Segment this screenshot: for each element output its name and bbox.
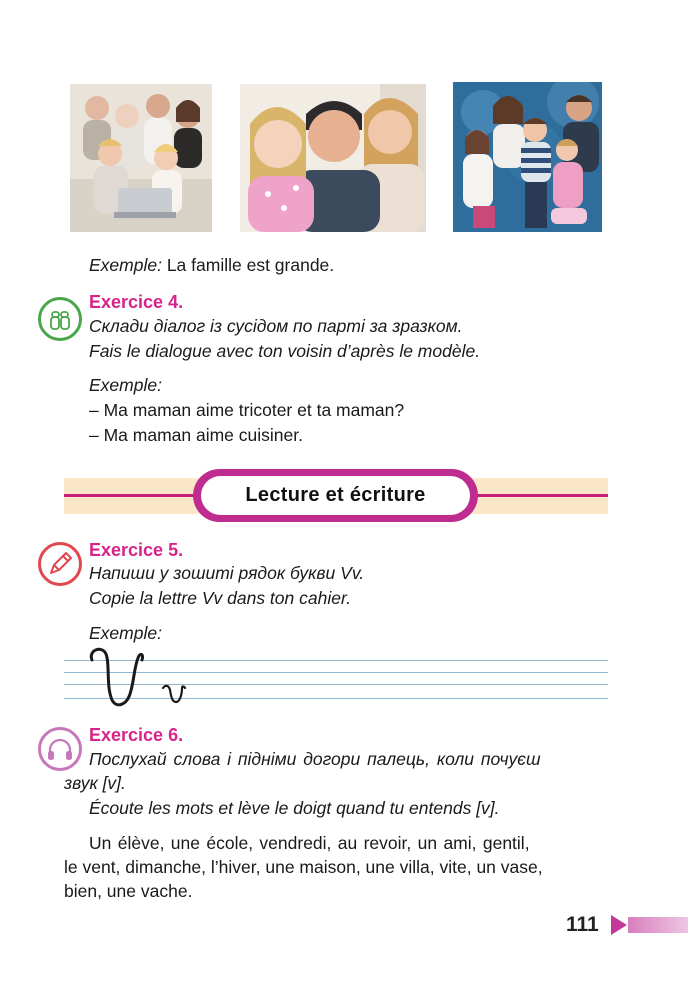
exercise4-example-label: Exemple: xyxy=(89,375,162,395)
cursive-capital-v xyxy=(86,646,146,708)
word-list-line-3: bien, une vache. xyxy=(64,881,193,901)
pair-dialogue-icon xyxy=(38,297,82,341)
exercise4-instruction-fr: Fais le dialogue avec ton voisin d’après le modèle. xyxy=(89,341,481,361)
exercise6-title: Exercice 6. xyxy=(89,725,184,745)
pencil-icon xyxy=(38,542,82,586)
exercise5-instruction-uk: Напиши у зошиті рядок букви Vv. xyxy=(89,563,365,583)
dialogue-line-2: – Ma maman aime cuisiner. xyxy=(89,425,303,445)
exercise6-instruction-uk-line1: Послухай слова і підніми догори палець, коли почуєш xyxy=(89,749,541,769)
exercise5-title: Exercice 5. xyxy=(89,540,184,560)
exercise4-instruction-uk: Склади діалог із сусідом по парті за зразком. xyxy=(89,316,463,336)
family-with-children-photo xyxy=(453,82,602,232)
word-list-line-1: Un élève, une école, vendredi, au revoir, un ami, gentil, xyxy=(89,833,530,853)
page-arrow xyxy=(611,915,627,935)
cursive-small-v xyxy=(160,680,188,706)
section-title: Lecture et écriture xyxy=(201,476,470,515)
page-number: 111 xyxy=(566,913,599,936)
exercise5-instruction-fr: Copie la lettre Vv dans ton cahier. xyxy=(89,588,351,608)
page-bar xyxy=(628,917,688,933)
example1-label: Exemple: xyxy=(89,255,162,275)
smiling-family-photo xyxy=(240,84,426,232)
example1-line xyxy=(89,254,334,276)
exercise6-instruction-uk-line2: звук [v]. xyxy=(64,773,126,793)
exercise4-title: Exercice 4. xyxy=(89,292,184,312)
exercise6-instruction-fr: Écoute les mots et lève le doigt quand tu entends [v]. xyxy=(89,798,500,818)
headphones-icon xyxy=(38,727,82,771)
exercise5-example-label: Exemple: xyxy=(89,623,162,643)
family-with-grandparents-photo xyxy=(70,84,212,232)
dialogue-line-1: – Ma maman aime tricoter et ta maman? xyxy=(89,400,405,420)
word-list-line-2: le vent, dimanche, l’hiver, une maison, une villa, vite, un vase, xyxy=(64,857,543,877)
example1-text: La famille est grande. xyxy=(166,255,335,275)
